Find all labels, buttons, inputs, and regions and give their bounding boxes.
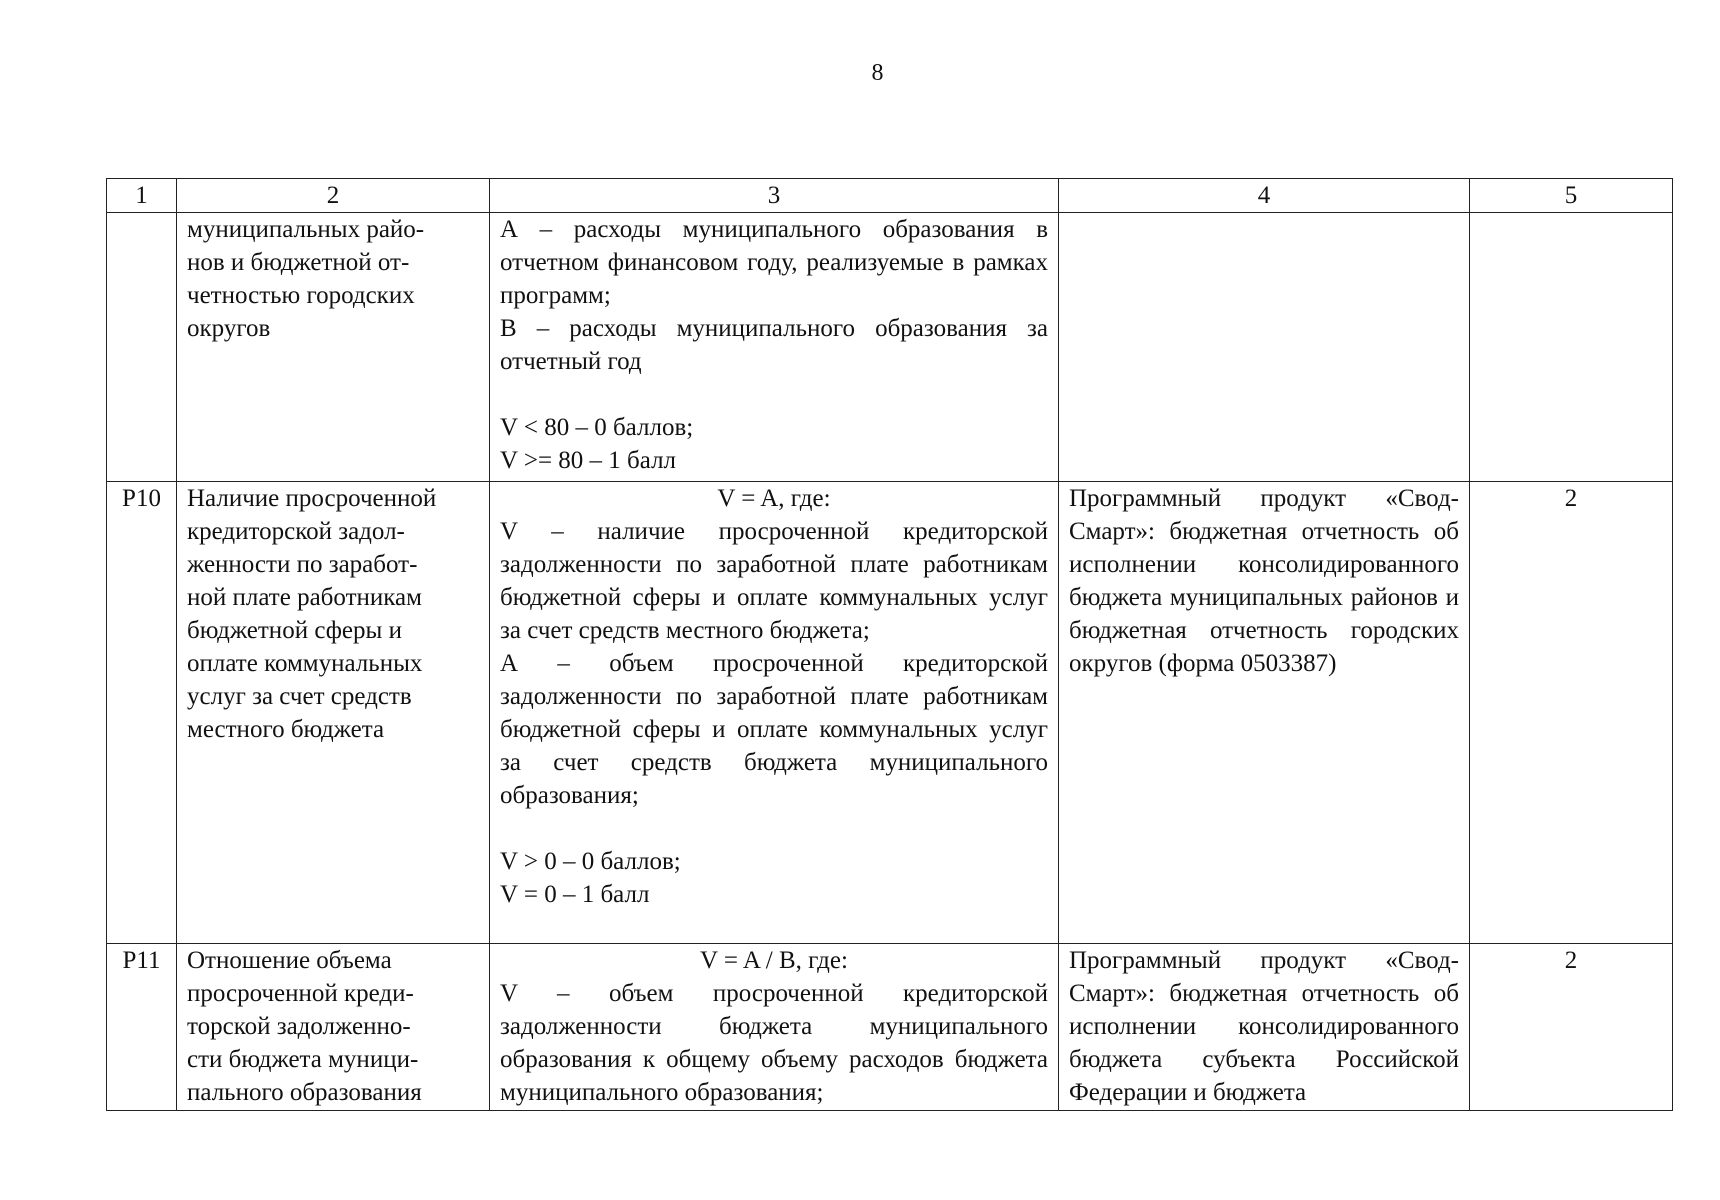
criteria-table — [106, 178, 1673, 1111]
criterion-line: нов и бюджетной от- — [187, 249, 410, 276]
column-header: 2 — [177, 179, 490, 213]
criterion-line: услуг за счет средств — [187, 683, 412, 710]
source-cell — [1059, 213, 1470, 482]
table-row — [107, 213, 1673, 482]
score-text: V = 0 – 1 балл — [500, 881, 650, 908]
method-cell — [490, 482, 1059, 944]
definition-text: А – расходы муниципального образования в отчетном финансовом году, реализуемые в рамках программ; — [500, 216, 1048, 309]
criterion-line: округов — [187, 315, 271, 342]
criterion-line: женности по заработ- — [187, 551, 418, 578]
criterion-line: оплате коммунальных — [187, 650, 423, 677]
row-id: P10 — [107, 482, 177, 944]
formula-text: V = A / B, где: — [700, 947, 848, 974]
weight-cell: 2 — [1470, 482, 1673, 944]
weight-cell: 2 — [1470, 944, 1673, 1111]
criterion-line: Отношение объема — [187, 947, 392, 974]
criterion-line: бюджетной сферы и — [187, 617, 402, 644]
column-header: 4 — [1059, 179, 1470, 213]
source-cell: Программный продукт «Свод-Смарт»: бюджетная отчетность об исполнении консолидированного бюджета субъекта Российской Федерации и бюджета — [1059, 944, 1470, 1111]
weight-cell — [1470, 213, 1673, 482]
row-id: P11 — [107, 944, 177, 1111]
criterion-cell — [177, 482, 490, 944]
criterion-line: местного бюджета — [187, 716, 385, 743]
criterion-line: муниципальных райо- — [187, 216, 425, 243]
definition-text: А – объем просроченной кредиторской задолженности по заработной плате работникам бюджетной сферы и оплате коммунальных услуг за счет средств бюджета муниципального образования; — [500, 650, 1048, 809]
row-id — [107, 213, 177, 482]
formula-text: V = A, где: — [717, 485, 831, 512]
definition-text: V – объем просроченной кредиторской задолженности бюджета муниципального образования к общему объему расходов бюджета муниципального образования; — [500, 980, 1048, 1106]
table-header-row — [107, 179, 1673, 213]
criterion-cell — [177, 944, 490, 1111]
table-row — [107, 482, 1673, 944]
score-text: V < 80 – 0 баллов; — [500, 414, 694, 441]
column-header: 1 — [107, 179, 177, 213]
column-header: 3 — [490, 179, 1059, 213]
criterion-line: Наличие просроченной — [187, 485, 437, 512]
criterion-line: ной плате работникам — [187, 584, 422, 611]
score-text: V >= 80 – 1 балл — [500, 447, 677, 474]
method-cell — [490, 944, 1059, 1111]
method-cell — [490, 213, 1059, 482]
source-cell: Программный продукт «Свод-Смарт»: бюджетная отчетность об исполнении консолидированного бюджета муниципальных районов и бюджетная отчетность городских округов (форма 0503387) — [1059, 482, 1470, 944]
criterion-line: торской задолженно- — [187, 1013, 411, 1040]
criterion-cell — [177, 213, 490, 482]
criterion-line: сти бюджета муници- — [187, 1046, 419, 1073]
criterion-line: пального образования — [187, 1079, 422, 1106]
criterion-line: кредиторской задол- — [187, 518, 405, 545]
criterion-line: просроченной креди- — [187, 980, 414, 1007]
definition-text: В – расходы муниципального образования за отчетный год — [500, 315, 1048, 375]
page-number: 8 — [871, 60, 884, 86]
score-text: V > 0 – 0 баллов; — [500, 848, 681, 875]
column-header: 5 — [1470, 179, 1673, 213]
criterion-line: четностью городских — [187, 282, 415, 309]
definition-text: V – наличие просроченной кредиторской задолженности по заработной плате работникам бюджетной сферы и оплате коммунальных услуг за счет средств местного бюджета; — [500, 518, 1048, 644]
table-row — [107, 944, 1673, 1111]
